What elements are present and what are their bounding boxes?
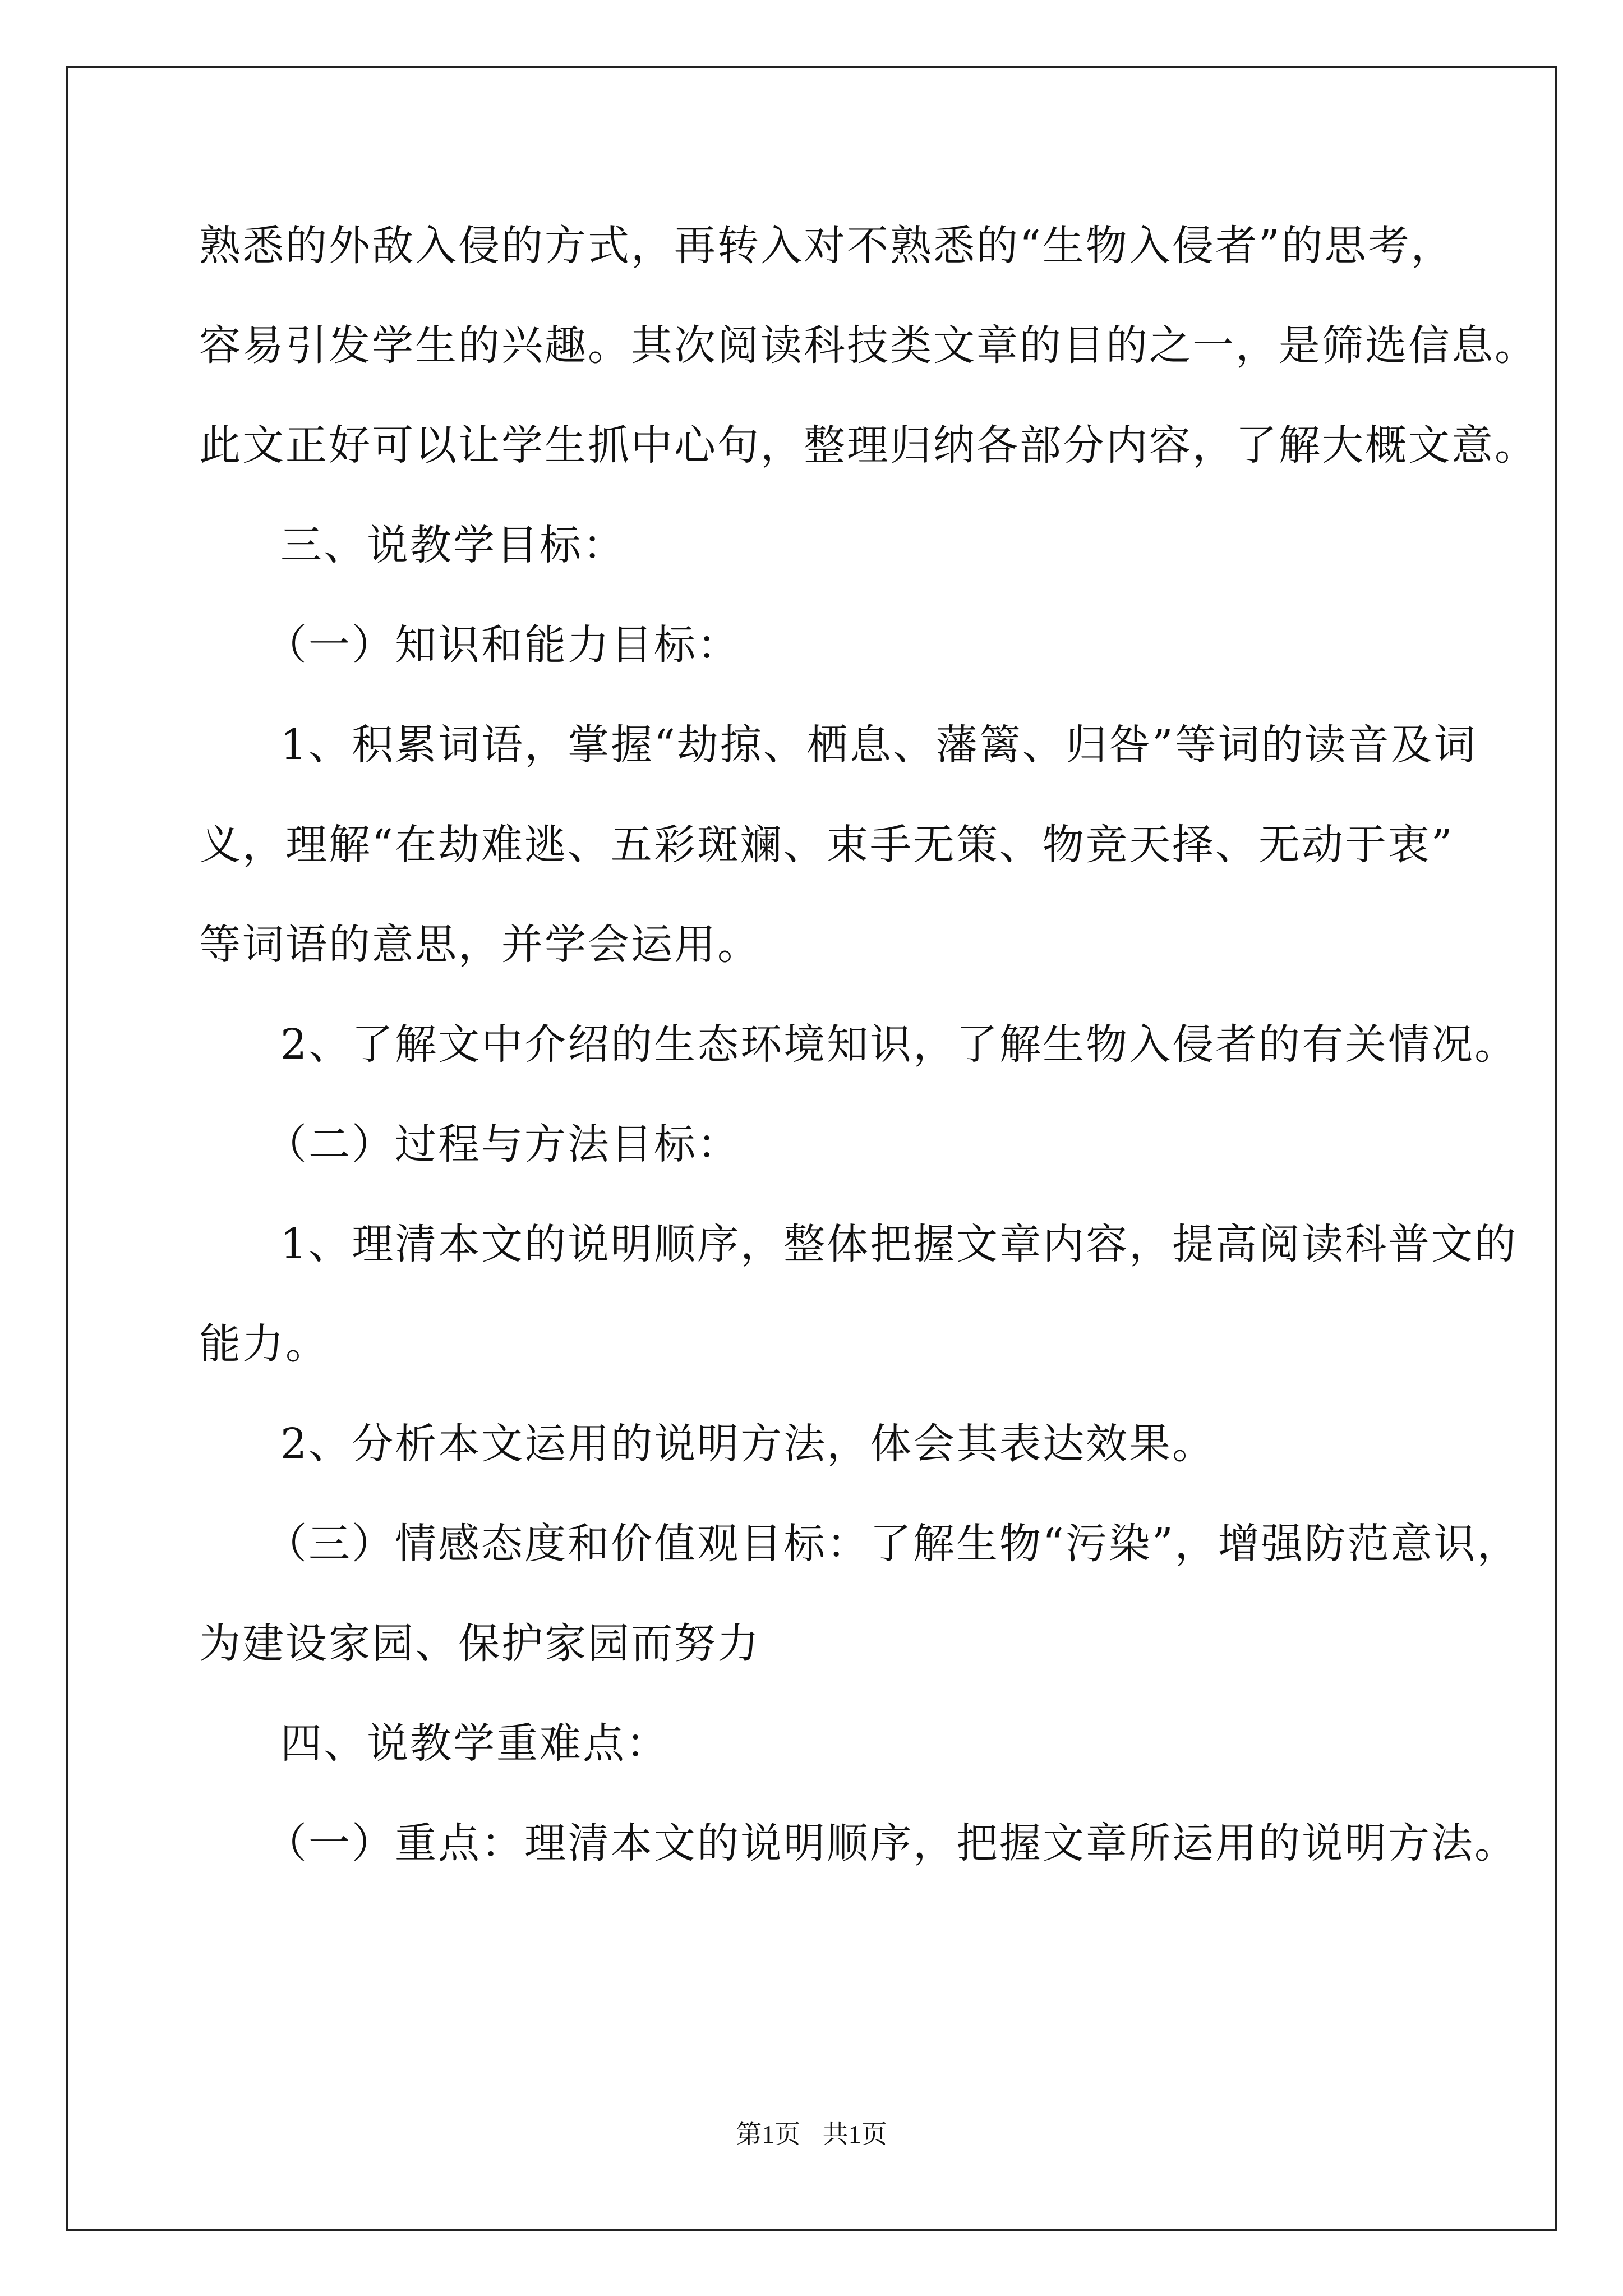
text-line: 义，理解“在劫难逃、五彩斑斓、束手无策、物竞天择、无动于衷” [199, 821, 1454, 869]
text-line: 容易引发学生的兴趣。其次阅读科技类文章的目的之一，是筛选信息。 [199, 321, 1538, 370]
text-line: 为建设家园、保护家园而努力 [199, 1619, 760, 1668]
text-line: 等词语的意思，并学会运用。 [199, 921, 760, 969]
subsection-heading: （三）情感态度和价值观目标：了解生物“污染”，增强防范意识， [265, 1520, 1520, 1568]
subsection-heading: （一）重点：理清本文的说明顺序，把握文章所运用的说明方法。 [265, 1819, 1518, 1867]
section-heading: 三、说教学目标： [280, 521, 626, 569]
page-number-current: 第1页 [736, 2120, 801, 2148]
text-line: 2、分析本文运用的说明方法，体会其表达效果。 [280, 1420, 1216, 1468]
text-line: 1、理清本文的说明顺序，整体把握文章内容，提高阅读科普文的 [280, 1220, 1518, 1268]
text-line: 此文正好可以让学生抓中心句，整理归纳各部分内容，了解大概文意。 [199, 421, 1538, 470]
text-line: 熟悉的外敌入侵的方式，再转入对不熟悉的“生物入侵者”的思考， [199, 222, 1454, 270]
text-line: 2、了解文中介绍的生态环境知识，了解生物入侵者的有关情况。 [280, 1020, 1518, 1069]
text-line: 能力。 [199, 1320, 329, 1368]
subsection-heading: （一）知识和能力目标： [265, 621, 740, 669]
subsection-heading: （二）过程与方法目标： [265, 1120, 740, 1168]
page-footer [0, 2118, 1623, 2151]
section-heading: 四、说教学重难点： [280, 1719, 669, 1768]
page-number-total: 共1页 [822, 2120, 887, 2148]
text-line: 1、积累词语，掌握“劫掠、栖息、藩篱、归咎”等词的读音及词 [280, 721, 1477, 769]
